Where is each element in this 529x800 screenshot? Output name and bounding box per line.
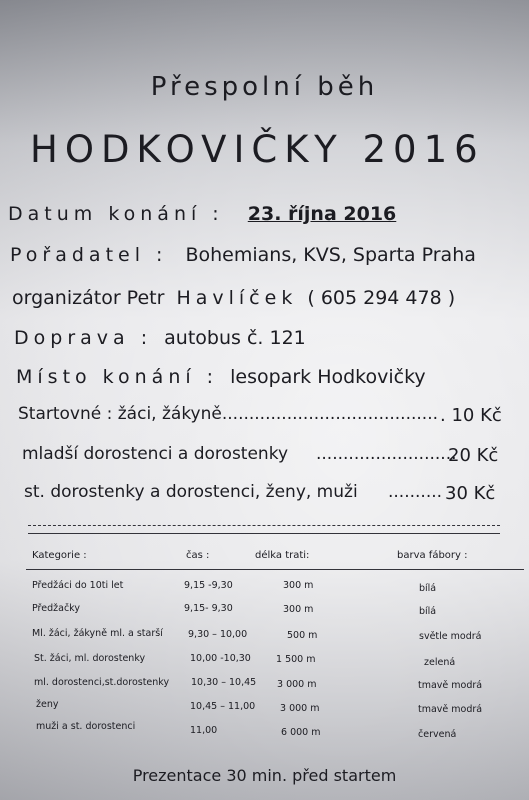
fee-row <box>18 404 438 424</box>
header-rule <box>26 569 524 570</box>
date-value: 23. října 2016 <box>247 203 397 225</box>
divider <box>28 525 500 526</box>
cell-category: ženy <box>36 699 59 710</box>
contact-name: Havlíček <box>176 287 298 309</box>
col-header-ribbon: barva fábory : <box>397 550 468 561</box>
col-header-category: Kategorie : <box>32 550 87 561</box>
fee-label: st. dorostenky a dorostenci, ženy, muži <box>24 482 358 502</box>
organizer-value: Bohemians, KVS, Sparta Praha <box>185 244 476 266</box>
cell-ribbon: zelená <box>424 657 456 668</box>
cell-distance: 3 000 m <box>277 679 317 690</box>
cell-distance: 1 500 m <box>276 654 316 665</box>
cell-time: 10,00 -10,30 <box>190 653 251 664</box>
cell-distance: 300 m <box>283 580 314 591</box>
col-header-distance: délka trati: <box>255 550 310 561</box>
organizer-row <box>10 244 476 266</box>
cell-ribbon: světle modrá <box>419 631 482 642</box>
cell-category: Ml. žáci, žákyně ml. a starší <box>32 628 163 639</box>
cell-time: 9,15- 9,30 <box>184 603 233 614</box>
cell-ribbon: bílá <box>419 606 437 617</box>
cell-time: 9,30 – 10,00 <box>188 629 248 640</box>
cell-distance: 500 m <box>287 630 318 641</box>
cell-category: Předžáci do 10ti let <box>32 580 124 591</box>
cell-category: St. žáci, ml. dorostenky <box>34 653 146 664</box>
cell-time: 9,15 -9,30 <box>184 580 233 591</box>
fee-row <box>22 444 288 464</box>
cell-distance: 300 m <box>283 604 314 615</box>
fee-price: . 10 Kč <box>440 405 502 426</box>
venue-row <box>16 366 426 388</box>
col-header-time: čas : <box>186 550 210 561</box>
fee-row <box>24 482 358 502</box>
date-label: Datum konání : <box>8 203 224 225</box>
transport-label: Doprava : <box>14 327 153 349</box>
fee-label: mladší dorostenci a dorostenky <box>22 444 288 464</box>
cell-ribbon: bílá <box>419 583 437 594</box>
contact-phone: ( 605 294 478 ) <box>307 287 456 309</box>
contact-prefix: organizátor Petr <box>12 287 165 309</box>
fee-dots: .......... <box>388 482 443 502</box>
fee-price: 20 Kč <box>448 445 499 466</box>
fee-dots: ........................................ <box>221 404 439 424</box>
cell-category: Předžačky <box>32 603 80 614</box>
cell-time: 10,45 – 11,00 <box>190 701 256 712</box>
cell-distance: 6 000 m <box>281 727 321 738</box>
fee-label: Startovné : žáci, žákyně <box>18 404 222 424</box>
cell-distance: 3 000 m <box>280 703 320 714</box>
transport-row <box>14 327 306 349</box>
contact-row <box>12 287 455 309</box>
organizer-label: Pořadatel : <box>10 244 168 266</box>
venue-value: lesopark Hodkovičky <box>230 366 426 388</box>
cell-ribbon: tmavě modrá <box>418 680 483 691</box>
venue-label: Místo konání : <box>16 366 219 388</box>
footer-note: Prezentace 30 min. před startem <box>132 766 397 785</box>
cell-category: muži a st. dorostenci <box>36 721 136 732</box>
cell-category: ml. dorostenci,st.dorostenky <box>34 677 170 688</box>
date-row <box>8 203 396 225</box>
transport-value: autobus č. 121 <box>164 327 306 349</box>
cell-time: 11,00 <box>190 725 218 736</box>
fee-price: 30 Kč <box>445 483 496 504</box>
divider <box>28 533 500 534</box>
cell-ribbon: tmavě modrá <box>418 704 483 715</box>
cell-ribbon: červená <box>418 729 457 740</box>
subtitle: Přespolní běh <box>150 72 379 102</box>
fee-dots: .......................... <box>316 444 457 464</box>
cell-time: 10,30 – 10,45 <box>191 677 257 688</box>
page-title: HODKOVIČKY 2016 <box>30 128 485 171</box>
